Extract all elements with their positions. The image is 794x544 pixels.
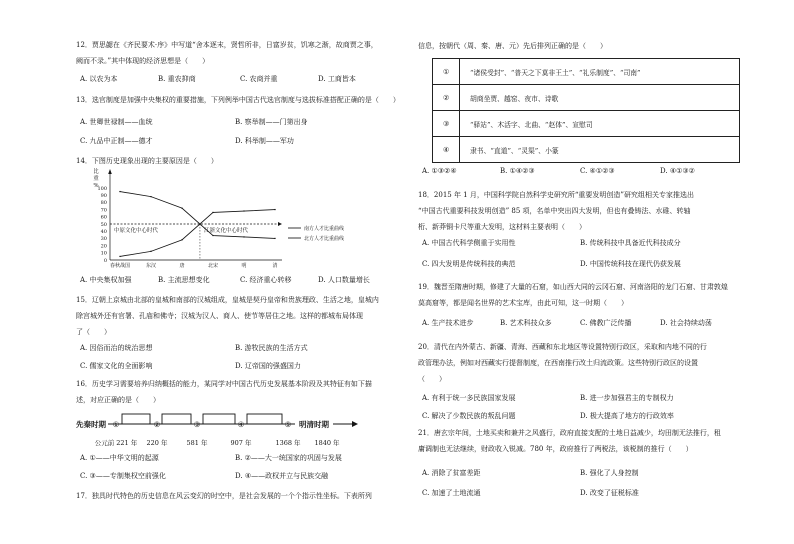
timeline-date: 220 年 [146, 439, 168, 447]
timeline-arrow-icon [352, 421, 358, 427]
q17-stem-line: 17．独具时代特色的历史信息在风云变幻的时空中，是社会发展的一个个指示性坐标。下表所列 [76, 492, 372, 500]
q17-option-c[interactable]: C. ④①②③ [580, 167, 615, 175]
data-point [212, 212, 213, 213]
data-point [274, 238, 275, 239]
timeline-date: 公元前 221 年 [94, 439, 138, 447]
q21-option-a[interactable]: A. 消除了贫富差距 [422, 469, 481, 477]
q17-option-a[interactable]: A. ①③②④ [422, 167, 457, 175]
legend-label: 南方人才比重曲线 [304, 226, 345, 232]
q15-option-c[interactable]: C. 儒家文化的全面影响 [80, 362, 153, 370]
timeline-date: 1840 年 [314, 439, 340, 447]
q16-option-a[interactable]: A. ①——中华文明的起源 [80, 454, 159, 462]
q15-option-b[interactable]: B. 游牧民族的生活方式 [235, 344, 308, 352]
q15-stem-line: 除宫城外还有官署、孔庙和佛寺；汉城为汉人、商人、使节等居住之地。这样的都城布局体现 [76, 312, 363, 320]
timeline-period-box [162, 414, 191, 424]
table-row-number: ④ [433, 137, 460, 163]
q14-option-d[interactable]: D. 人口数量增长 [318, 276, 370, 284]
y-axis-arrow-icon [108, 169, 112, 174]
timeline-date: 581 年 [186, 439, 208, 447]
q15-stem-line: 15．辽朝上京城由北部的皇城和南部的汉城组成，皇城是契丹皇帝和贵族理政、生活之地，皇城内 [76, 296, 379, 304]
q20-option-c[interactable]: C. 解决了少数民族的叛乱问题 [422, 412, 516, 420]
era-annotation: 江浙文化中心时代 [203, 228, 248, 234]
timeline-marker: ④ [237, 420, 245, 429]
data-point [212, 235, 213, 236]
table-row [433, 137, 740, 163]
timeline-marker: ⑤ [284, 420, 292, 429]
data-point [150, 251, 151, 252]
y-tick-label: 70 [100, 207, 107, 214]
q17-stem-line: 信息，按朝代（周、秦、唐、元）先后排列正确的是（ ） [418, 42, 607, 50]
x-tick-label: 北宋 [207, 263, 219, 269]
table-row [433, 111, 740, 137]
q19-stem-line: 19．魏晋至隋唐时期，修建了大量的石窟，如山西大同的云冈石窟、河南洛阳的龙门石窟、甘肃敦煌 [418, 283, 728, 291]
q21-option-d[interactable]: D. 改变了征税标准 [580, 489, 639, 497]
q13-stem-line: 13．选官制度是加强中央集权的重要措施，下列例举中国古代选官制度与选拔标准搭配正确的是（ ） [76, 96, 400, 104]
q16-stem-line: 16．历史学习需要培养归纳概括的能力，某同学对中国古代历史发展基本阶段及其特征有如下描 [76, 380, 372, 388]
y-tick-label: 90 [100, 193, 107, 199]
timeline-start-label: 先秦时期 [76, 420, 106, 429]
legend-label: 北方人才比重曲线 [304, 236, 345, 242]
q16-option-c[interactable]: C. ③——专制集权空前强化 [80, 472, 166, 480]
q20-stem-line: （ ） [418, 375, 446, 383]
y-tick-label: 50 [100, 221, 107, 228]
y-tick-label: 60 [100, 214, 107, 221]
q21-stem-line: 庸调制也无法继续，财政收入锐减。780 年，政府推行了两税法，该税制的推行（ ） [418, 445, 693, 453]
data-point [243, 236, 244, 237]
timeline-period-box [203, 414, 235, 424]
q21-option-c[interactable]: C. 加速了土地流通 [422, 489, 481, 497]
q18-stem-line: “中国古代重要科技发明创造” 85 项，名单中突出四大发明，但也有叠铸法、水碓、转轴 [418, 207, 691, 215]
data-point [243, 210, 244, 211]
y-tick-label: 20 [100, 243, 107, 250]
q17-info-table [432, 58, 740, 163]
q18-stem-line: 18．2015 年 1 月，中国科学院自然科学史研究所“重要发明创造”研究组相关专家推选出 [418, 191, 695, 199]
data-point [119, 191, 120, 192]
q19-option-a[interactable]: A. 生产技术进步 [422, 319, 474, 327]
table-row-number: ① [433, 59, 460, 85]
table-row-text: “驿站”、木活字、北曲、“赵体”、宣慰司 [460, 111, 740, 137]
q12-option-d[interactable]: D. 工商皆本 [318, 75, 356, 83]
q21-stem-line: 21．唐玄宗年间，土地买卖和兼并之风盛行，政府直接支配的土地日益减少，均田制无法推行，租 [418, 429, 721, 437]
q12-option-b[interactable]: B. 重农抑商 [158, 75, 196, 83]
x-tick-label: 春秋战国 [109, 263, 131, 269]
q16-timeline [76, 406, 366, 450]
q19-option-b[interactable]: B. 艺术科技众多 [500, 319, 552, 327]
table-row [433, 59, 740, 85]
q13-option-d[interactable]: D. 科举制——军功 [235, 137, 294, 145]
q21-option-b[interactable]: B. 强化了人身控制 [580, 469, 639, 477]
data-point [181, 207, 182, 208]
q12-stem-line: 阙而不录。”其中体现的经济思想是（ ） [76, 57, 210, 65]
data-point [119, 256, 120, 257]
table-row-text: 隶书、“直道”、“灵渠”、小篆 [460, 137, 740, 163]
q17-option-d[interactable]: D. ④①③② [660, 167, 695, 175]
q17-option-b[interactable]: B. ①④②③ [500, 167, 535, 175]
timeline-end-label: 明清时期 [299, 420, 329, 429]
q16-stem-line: 述，对应正确的是（ ） [76, 396, 160, 404]
q14-stem-line: 14．下图历史现象出现的主要原因是（ ） [76, 157, 218, 165]
q16-option-d[interactable]: D. ④——政权并立与民族交融 [235, 472, 329, 480]
table-row [433, 85, 740, 111]
q14-chart-svg [90, 166, 390, 270]
q15-option-d[interactable]: D. 辽帝国的强盛国力 [235, 362, 301, 370]
q15-stem-line: 了（ ） [76, 328, 111, 336]
y-tick-label: 100 [97, 185, 107, 192]
q18-option-c[interactable]: C. 四大发明是传统科技的典范 [422, 260, 516, 268]
y-tick-label: 10 [100, 250, 107, 257]
x-tick-label: 明 [241, 263, 247, 269]
q14-line-chart [90, 166, 390, 270]
q19-option-d[interactable]: D. 社会持续动荡 [660, 319, 712, 327]
q14-option-a[interactable]: A. 中央集权加强 [80, 276, 132, 284]
q18-option-a[interactable]: A. 中国古代科学侧重于实用性 [422, 239, 516, 247]
q13-option-b[interactable]: B. 察举制——门第出身 [235, 118, 308, 126]
data-point [150, 196, 151, 197]
table-row-number: ② [433, 85, 460, 111]
timeline-date: 907 年 [230, 439, 252, 447]
q13-option-a[interactable]: A. 世卿世禄制——血统 [80, 118, 153, 126]
q16-timeline-svg [76, 406, 366, 450]
data-point [274, 209, 275, 210]
y-axis-label: 重 [93, 176, 99, 182]
q12-option-a[interactable]: A. 以农为本 [80, 75, 118, 83]
q13-option-c[interactable]: C. 九品中正制——德才 [80, 137, 153, 145]
data-point [181, 239, 182, 240]
q12-stem-line: 12．贾思勰在《齐民要术·序》中写道“舍本逐末，贤哲所非，日富岁贫，饥寒之渐，故商贾之事， [76, 41, 378, 49]
q20-stem-line: 20．清代在内外蒙古、新疆、青海、西藏和东北地区等设置特别行政区，采取和内地不同的行 [418, 343, 707, 351]
q12-option-c[interactable]: C. 农商并重 [240, 75, 278, 83]
q20-stem-line: 政管理办法，例如对西藏实行提督制度，在西南推行改土归流政策。这些特别行政区的设置 [418, 359, 698, 367]
q18-stem-line: 桁、新莽铜卡尺等重大发明，这材料主要表明（ ） [418, 223, 586, 231]
timeline-period-box [122, 414, 150, 424]
q20-option-a[interactable]: A. 有利于统一多民族国家发展 [422, 394, 516, 402]
x-tick-label: 清 [272, 263, 278, 269]
q14-option-b[interactable]: B. 主流思想变化 [158, 276, 210, 284]
q20-option-b[interactable]: B. 进一步加强君主的专制权力 [580, 394, 674, 402]
y-tick-label: 30 [100, 236, 107, 243]
table-row-text: “诸侯受封”、“普天之下莫非王土”、“礼乐制度”、“司南” [460, 59, 740, 85]
crossover-arrow-icon [278, 222, 282, 226]
q18-option-b[interactable]: B. 传统科技中具备近代科技成分 [580, 239, 681, 247]
y-tick-label: 40 [100, 229, 107, 235]
timeline-period-box [247, 414, 282, 424]
y-axis-label: % [93, 183, 99, 189]
timeline-date: 1368 年 [275, 439, 301, 447]
timeline-marker: ③ [193, 420, 201, 429]
x-tick-label: 东汉 [145, 263, 157, 269]
y-axis-label: 比 [93, 169, 99, 175]
timeline-marker: ① [112, 420, 120, 429]
q18-option-d[interactable]: D. 中国传统科技在现代仍获发展 [580, 260, 681, 268]
table-row-number: ③ [433, 111, 460, 137]
q20-option-d[interactable]: D. 极大提高了地方的行政效率 [580, 412, 674, 420]
q19-option-c[interactable]: C. 佛教广泛传播 [580, 319, 632, 327]
table-row-text: 胡商坐贾、越窑、夜市、诗歌 [460, 85, 740, 111]
x-tick-label: 唐 [179, 263, 185, 269]
timeline-marker: ② [153, 420, 161, 429]
y-tick-label: 80 [100, 200, 107, 207]
q14-option-c[interactable]: C. 经济重心转移 [240, 276, 292, 284]
q15-option-a[interactable]: A. 因俗而治的统治思想 [80, 344, 153, 352]
q16-option-b[interactable]: B. ②——大一统国家的巩固与发展 [235, 454, 342, 462]
q19-stem-line: 莫高窟等，都是闻名世界的艺术宝库，由此可知，这一时期（ ） [418, 299, 628, 307]
era-annotation: 中原文化中心时代 [114, 228, 159, 234]
y-tick-label: 0 [103, 257, 107, 264]
